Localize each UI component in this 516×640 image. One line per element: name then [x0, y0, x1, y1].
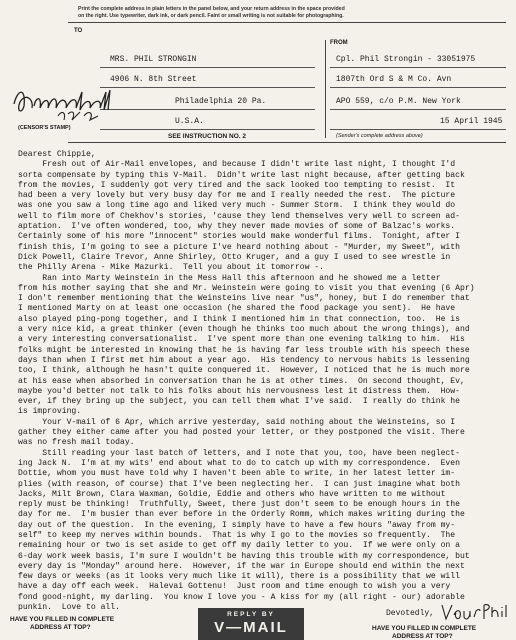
letter-line: day for me. I'm busier than ever before in the Orderly Romm, which makes writing during the: [18, 510, 465, 520]
address-divider: [325, 40, 326, 138]
letter-line: Ran into Marty Weinstein in the Mess Hall this afternoon and he showed me a letter: [18, 273, 441, 283]
closing-devotedly: Devotedly,: [386, 609, 435, 618]
sender-apo: APO 559, c/o P.M. New York: [336, 97, 461, 106]
recipient-street: 4906 N. 8th Street: [110, 75, 197, 84]
address-rule: [100, 67, 315, 68]
letter-line: Jacks, Milt Brown, Clara Waxman, Goldie, Eddie and others who have written to me without: [18, 489, 446, 499]
letter-line: finish this, I'm going to see a picture I've heard nothing about - "Murder, my Sweet", with: [18, 242, 460, 252]
reply-by-label: REPLY BY: [227, 611, 275, 618]
censor-stamp-label: (CENSOR'S STAMP): [18, 125, 71, 131]
address-rule: [330, 67, 506, 68]
address-rule: [100, 109, 315, 110]
recipient-name: MRS. PHIL STRONGIN: [110, 55, 197, 64]
from-label: FROM: [330, 40, 348, 46]
letter-line: Dottie, whom you must have told why I haven't been able to write, in her latest letter im-: [18, 469, 456, 479]
instructions-line-2: on the right. Use typewriter, dark ink, or dark pencil. Faint or small writing is not suitable for photographing.: [78, 13, 344, 19]
letter-line: fond good-night, my darling. You know I love you - A kiss for my (all right - our) adorable: [18, 592, 465, 602]
address-rule: [330, 129, 506, 130]
letter-line: too, I think, although he hasn't quite conquered it. However, I noticed that he is much more: [18, 366, 470, 376]
sender-address-note: (Sender's complete address above): [336, 133, 423, 139]
censor-signature: [6, 82, 126, 126]
recipient-country: U.S.A.: [175, 117, 204, 126]
letter-line: aptation. I've often wondered, too, why they never made movies of some of Balzac's works.: [18, 222, 456, 232]
recipient-city: Philadelphia 20 Pa.: [175, 97, 267, 106]
letter-body: [18, 150, 514, 613]
letter-line: a very nice kid, a great thinker (even though he thinks too much about the wrong things), and: [18, 325, 470, 335]
letter-line: from the movies, I suddenly got very tired and the sack looked too tempting to resist. It: [18, 180, 456, 190]
to-label: TO: [74, 28, 83, 34]
letter-line: self" to keep my nerves within bounds. That is why I go to the movies so frequently. The: [18, 530, 456, 540]
letter-line: I don't remember mentioning that the Weinsteins live near "us", honey, but I do remember that: [18, 294, 470, 304]
salutation: Dearest Chippie,: [18, 150, 96, 159]
letter-date: 15 April 1945: [440, 117, 503, 126]
vmail-logo: [198, 608, 304, 640]
letter-line: Certainly some of his more "innocent" stories would make wonderful films. Tonight, after I: [18, 232, 460, 242]
address-rule: [330, 87, 506, 88]
address-rule: [330, 109, 506, 110]
letter-line: have a day off each week. Halevai Gottenu! Just room and time enough to wish you a very: [18, 582, 451, 592]
letter-line: reply must be thinking! Truthfully, Sweet, there just don't seem to be enough hours in the: [18, 500, 460, 510]
footer-reminder-right: [372, 625, 476, 640]
footer-right-line-1: HAVE YOU FILLED IN COMPLETE: [372, 625, 477, 632]
letter-line: gather they either came after you had posted your letter, or they postponed the visit. There: [18, 428, 465, 438]
address-rule: [100, 87, 315, 88]
letter-line: was one you saw a long time ago and liked very much - Summer Storm. I think they would do: [18, 201, 456, 211]
header-bottom-divider: [68, 142, 506, 143]
footer-reminder-left: [10, 616, 114, 632]
instructions-line-1: Print the complete address in plain letters in the panel below, and your return address in the space provided: [78, 6, 345, 12]
see-instruction-label: SEE INSTRUCTION NO. 2: [168, 133, 247, 140]
letter-line: at his ease when absorbed in conversation than he is at other times. On second thought, Ev,: [18, 376, 465, 386]
letter-line: day out of the question. In the evening, I simply have to have a few hours "away from my-: [18, 520, 456, 530]
letter-line: plies (with reason, of course) that I've been neglecting her. I can just imagine what both: [18, 479, 460, 489]
closing-signature: [438, 601, 508, 623]
letter-line: few days or weeks (as it looks very much like it will), there is a possibility that we will: [18, 572, 460, 582]
letter-line: punkin. Love to all.: [18, 603, 120, 613]
letter-line: also played ping-pong together, and I think I mentioned him in that connection, too. He is: [18, 314, 460, 324]
letter-line: is improving.: [18, 407, 82, 417]
letter-line: I mentioned Marty on at least one occasion (he shared the food package you sent). He have: [18, 304, 456, 314]
letter-line: every day is "Monday" around here. However, if the war in Europe should end within the next: [18, 561, 465, 571]
letter-line: was no fresh mail today.: [18, 438, 135, 448]
letter-line: well to film more of Chekhov's stories, 'cause they lend themselves very well to screen ad-: [18, 211, 460, 221]
letter-line: Your V-mail of 6 Apr, which arrive yesterday, said nothing about the Weinsteins, so I: [18, 417, 456, 427]
letter-line: days than when I first met him about a year ago. His tendency to nervous habits is lessening: [18, 355, 470, 365]
letter-line: a very interesting conversationalist. I've spent more than one evening talking to him. His: [18, 335, 465, 345]
letter-line: Still reading your last batch of letters, and I note that you, too, have been neglect-: [18, 448, 460, 458]
letter-line: folks might be interested in knowing that he is having far less trouble with his speech these: [18, 345, 470, 355]
footer-right-line-2: ADDRESS AT TOP?: [392, 633, 453, 640]
footer-left-line-2: ADDRESS AT TOP?: [30, 624, 91, 631]
letter-line: 6-day work week basis, I'm sure I wouldn't be having this trouble with my correspondence, but: [18, 551, 470, 561]
letter-line: maybe you'd better not talk to his folks about his nervousness lest it distress them. How-: [18, 386, 460, 396]
top-divider: [68, 22, 506, 23]
vmail-label: V—MAIL: [214, 619, 288, 636]
sender-unit: 1807th Ord S & M Co. Avn: [336, 75, 452, 84]
footer-left-line-1: HAVE YOU FILLED IN COMPLETE: [10, 616, 115, 623]
letter-line: had been a very lovely but very busy day for me and I really needed the rest. The picture: [18, 191, 456, 201]
letter-line: sorta compensate by typing this V-Mail. Didn't write last night because, after getting back: [18, 170, 465, 180]
form-instructions: [78, 6, 498, 20]
letter-line: Dick Powell, Claire Trevor, Anne Shirley, Otto Kruger, and a guy I used to see wrestle in: [18, 252, 451, 262]
letter-line: the Philly Arena - Mike Mazurki. Tell you about it tomorrow -.: [18, 263, 324, 273]
address-rule: [100, 129, 315, 130]
letter-line: Fresh out of Air-Mail envelopes, and because I didn't write last night, I thought I'd: [18, 160, 456, 170]
letter-line: from his mother saying that she and Mr. Weinstein were going to visit you that evening (6 Apr): [18, 283, 475, 293]
letter-line: ever, if they bring up the subject, you can tell them what I've said. I really do think he: [18, 397, 460, 407]
letter-line: remaining hour or two is set aside to get off my daily letter to you. If we were only on a: [18, 541, 460, 551]
sender-name: Cpl. Phil Strongin - 33051975: [336, 55, 476, 64]
letter-line: ing Jack N. I'm at my wits' end about what to do to catch up with my correspondence. Even: [18, 458, 460, 468]
